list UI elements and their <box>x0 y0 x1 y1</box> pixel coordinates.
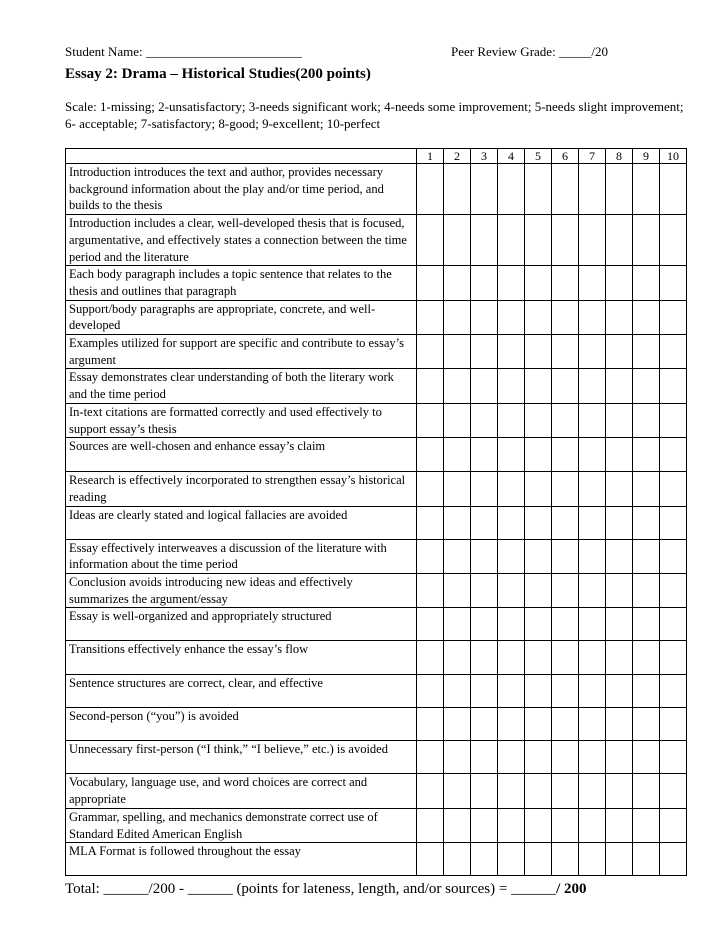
score-box-6[interactable] <box>552 574 579 608</box>
score-box-4[interactable] <box>498 843 525 876</box>
peer-review-grade-field[interactable]: Peer Review Grade: _____/20 <box>451 44 609 59</box>
score-box-6[interactable] <box>552 266 579 300</box>
score-box-2[interactable] <box>444 335 471 369</box>
score-box-1[interactable] <box>417 741 444 774</box>
score-box-5[interactable] <box>525 641 552 675</box>
score-box-9[interactable] <box>633 808 660 842</box>
criterion-text: Introduction includes a clear, well-developed thesis that is focused, argumentative, and effectively states a connection between the time period and the literature <box>66 215 417 266</box>
score-box-8[interactable] <box>606 608 633 641</box>
score-box-1[interactable] <box>417 438 444 472</box>
score-header: 10 <box>660 149 687 164</box>
score-box-3[interactable] <box>471 164 498 215</box>
score-box-2[interactable] <box>444 403 471 437</box>
table-row <box>66 472 687 506</box>
score-box-3[interactable] <box>471 472 498 506</box>
score-box-3[interactable] <box>471 403 498 437</box>
score-box-3[interactable] <box>471 335 498 369</box>
criterion-text: Unnecessary first-person (“I think,” “I believe,” etc.) is avoided <box>66 741 417 774</box>
score-header: 9 <box>633 149 660 164</box>
score-box-2[interactable] <box>444 300 471 334</box>
table-row <box>66 403 687 437</box>
score-box-10[interactable] <box>660 708 687 741</box>
score-box-4[interactable] <box>498 675 525 708</box>
score-box-1[interactable] <box>417 708 444 741</box>
score-box-5[interactable] <box>525 472 552 506</box>
score-box-7[interactable] <box>579 675 606 708</box>
student-header <box>65 44 685 60</box>
table-row <box>66 808 687 842</box>
total-label[interactable]: Total: ______/200 - ______ (points for lateness, length, and/or sources) = ______ <box>65 881 557 897</box>
score-box-7[interactable] <box>579 403 606 437</box>
score-box-4[interactable] <box>498 506 525 539</box>
score-box-7[interactable] <box>579 335 606 369</box>
score-box-1[interactable] <box>417 774 444 808</box>
score-box-2[interactable] <box>444 215 471 266</box>
criteria-header-cell <box>66 149 417 164</box>
score-box-7[interactable] <box>579 843 606 876</box>
score-box-3[interactable] <box>471 708 498 741</box>
score-box-9[interactable] <box>633 335 660 369</box>
score-box-3[interactable] <box>471 774 498 808</box>
total-line <box>65 881 587 898</box>
score-box-9[interactable] <box>633 741 660 774</box>
score-box-5[interactable] <box>525 708 552 741</box>
score-box-7[interactable] <box>579 574 606 608</box>
score-box-10[interactable] <box>660 506 687 539</box>
score-box-10[interactable] <box>660 641 687 675</box>
score-box-5[interactable] <box>525 574 552 608</box>
score-box-9[interactable] <box>633 708 660 741</box>
score-box-8[interactable] <box>606 215 633 266</box>
score-box-2[interactable] <box>444 369 471 403</box>
score-box-4[interactable] <box>498 164 525 215</box>
score-box-6[interactable] <box>552 843 579 876</box>
score-box-2[interactable] <box>444 675 471 708</box>
score-box-9[interactable] <box>633 539 660 573</box>
score-box-1[interactable] <box>417 215 444 266</box>
score-box-1[interactable] <box>417 506 444 539</box>
score-box-1[interactable] <box>417 300 444 334</box>
score-box-8[interactable] <box>606 438 633 472</box>
score-box-1[interactable] <box>417 266 444 300</box>
score-box-8[interactable] <box>606 300 633 334</box>
score-header: 8 <box>606 149 633 164</box>
score-box-3[interactable] <box>471 808 498 842</box>
table-row <box>66 369 687 403</box>
score-box-1[interactable] <box>417 164 444 215</box>
score-box-7[interactable] <box>579 808 606 842</box>
score-box-3[interactable] <box>471 539 498 573</box>
score-box-10[interactable] <box>660 608 687 641</box>
score-box-8[interactable] <box>606 675 633 708</box>
score-box-3[interactable] <box>471 641 498 675</box>
score-box-6[interactable] <box>552 741 579 774</box>
score-box-5[interactable] <box>525 741 552 774</box>
score-box-2[interactable] <box>444 741 471 774</box>
score-box-5[interactable] <box>525 438 552 472</box>
score-box-10[interactable] <box>660 369 687 403</box>
criterion-text: Research is effectively incorporated to strengthen essay’s historical reading <box>66 472 417 506</box>
criterion-text: Sources are well-chosen and enhance essay’s claim <box>66 438 417 472</box>
score-box-5[interactable] <box>525 774 552 808</box>
score-box-9[interactable] <box>633 369 660 403</box>
score-box-3[interactable] <box>471 266 498 300</box>
score-box-6[interactable] <box>552 164 579 215</box>
score-box-6[interactable] <box>552 608 579 641</box>
score-box-5[interactable] <box>525 608 552 641</box>
criterion-text: Transitions effectively enhance the essay’s flow <box>66 641 417 675</box>
score-header: 2 <box>444 149 471 164</box>
score-box-7[interactable] <box>579 774 606 808</box>
score-header-row <box>66 149 687 164</box>
score-box-8[interactable] <box>606 403 633 437</box>
criterion-text: Each body paragraph includes a topic sentence that relates to the thesis and outlines that paragraph <box>66 266 417 300</box>
score-box-1[interactable] <box>417 641 444 675</box>
score-box-5[interactable] <box>525 808 552 842</box>
score-box-3[interactable] <box>471 574 498 608</box>
score-box-4[interactable] <box>498 266 525 300</box>
student-name-field[interactable]: Student Name: ________________________ <box>65 44 302 59</box>
table-row <box>66 300 687 334</box>
score-box-9[interactable] <box>633 266 660 300</box>
score-box-9[interactable] <box>633 472 660 506</box>
table-row <box>66 843 687 876</box>
score-box-1[interactable] <box>417 675 444 708</box>
criterion-text: Essay is well-organized and appropriately structured <box>66 608 417 641</box>
score-box-6[interactable] <box>552 808 579 842</box>
score-box-2[interactable] <box>444 641 471 675</box>
score-box-7[interactable] <box>579 438 606 472</box>
score-box-7[interactable] <box>579 741 606 774</box>
score-box-10[interactable] <box>660 472 687 506</box>
score-header: 1 <box>417 149 444 164</box>
score-box-9[interactable] <box>633 675 660 708</box>
score-box-3[interactable] <box>471 608 498 641</box>
score-box-6[interactable] <box>552 774 579 808</box>
score-box-4[interactable] <box>498 608 525 641</box>
score-box-9[interactable] <box>633 215 660 266</box>
criterion-text: Second-person (“you”) is avoided <box>66 708 417 741</box>
score-box-7[interactable] <box>579 506 606 539</box>
criterion-text: MLA Format is followed throughout the essay <box>66 843 417 876</box>
score-box-5[interactable] <box>525 369 552 403</box>
score-box-2[interactable] <box>444 438 471 472</box>
score-header: 4 <box>498 149 525 164</box>
table-row <box>66 215 687 266</box>
score-box-1[interactable] <box>417 335 444 369</box>
score-box-7[interactable] <box>579 215 606 266</box>
score-box-9[interactable] <box>633 506 660 539</box>
score-box-6[interactable] <box>552 215 579 266</box>
table-row <box>66 164 687 215</box>
score-box-6[interactable] <box>552 539 579 573</box>
score-box-2[interactable] <box>444 708 471 741</box>
score-box-5[interactable] <box>525 335 552 369</box>
score-box-2[interactable] <box>444 608 471 641</box>
score-box-9[interactable] <box>633 164 660 215</box>
score-box-1[interactable] <box>417 808 444 842</box>
score-box-10[interactable] <box>660 774 687 808</box>
score-box-5[interactable] <box>525 539 552 573</box>
criterion-text: Introduction introduces the text and author, provides necessary background information about the play and/or time period, and builds to the thesis <box>66 164 417 215</box>
score-box-8[interactable] <box>606 774 633 808</box>
table-row <box>66 675 687 708</box>
score-box-6[interactable] <box>552 472 579 506</box>
total-max: / 200 <box>556 881 587 897</box>
score-box-7[interactable] <box>579 641 606 675</box>
criterion-text: Ideas are clearly stated and logical fallacies are avoided <box>66 506 417 539</box>
score-box-10[interactable] <box>660 266 687 300</box>
score-box-10[interactable] <box>660 808 687 842</box>
score-box-1[interactable] <box>417 574 444 608</box>
score-box-10[interactable] <box>660 215 687 266</box>
score-header: 7 <box>579 149 606 164</box>
score-box-8[interactable] <box>606 335 633 369</box>
table-row <box>66 708 687 741</box>
scale-description: Scale: 1-missing; 2-unsatisfactory; 3-needs significant work; 4-needs some improvement; 5-needs slight improvement; 6- acceptable; 7-satisfactory; 8-good; 9-excellent; 10-perfect <box>65 99 684 131</box>
score-box-10[interactable] <box>660 403 687 437</box>
score-box-7[interactable] <box>579 708 606 741</box>
score-box-10[interactable] <box>660 539 687 573</box>
score-box-8[interactable] <box>606 741 633 774</box>
score-box-1[interactable] <box>417 403 444 437</box>
score-box-2[interactable] <box>444 164 471 215</box>
score-box-8[interactable] <box>606 574 633 608</box>
score-box-7[interactable] <box>579 164 606 215</box>
score-box-2[interactable] <box>444 574 471 608</box>
table-row <box>66 608 687 641</box>
score-box-3[interactable] <box>471 843 498 876</box>
score-box-2[interactable] <box>444 472 471 506</box>
score-box-1[interactable] <box>417 539 444 573</box>
score-box-8[interactable] <box>606 641 633 675</box>
score-box-10[interactable] <box>660 741 687 774</box>
score-box-3[interactable] <box>471 741 498 774</box>
score-box-5[interactable] <box>525 164 552 215</box>
score-box-4[interactable] <box>498 741 525 774</box>
score-box-3[interactable] <box>471 675 498 708</box>
table-row <box>66 574 687 608</box>
score-box-4[interactable] <box>498 808 525 842</box>
criterion-text: Vocabulary, language use, and word choices are correct and appropriate <box>66 774 417 808</box>
score-box-1[interactable] <box>417 843 444 876</box>
score-box-4[interactable] <box>498 472 525 506</box>
score-header: 5 <box>525 149 552 164</box>
score-box-3[interactable] <box>471 215 498 266</box>
score-box-10[interactable] <box>660 438 687 472</box>
table-row <box>66 741 687 774</box>
rubric-table <box>65 148 687 876</box>
score-box-4[interactable] <box>498 438 525 472</box>
score-box-7[interactable] <box>579 369 606 403</box>
score-box-7[interactable] <box>579 608 606 641</box>
score-box-6[interactable] <box>552 335 579 369</box>
score-box-7[interactable] <box>579 300 606 334</box>
criterion-text: Essay demonstrates clear understanding of both the literary work and the time period <box>66 369 417 403</box>
score-box-1[interactable] <box>417 369 444 403</box>
score-header: 6 <box>552 149 579 164</box>
score-box-2[interactable] <box>444 539 471 573</box>
score-box-4[interactable] <box>498 215 525 266</box>
criterion-text: Grammar, spelling, and mechanics demonstrate correct use of Standard Edited American English <box>66 808 417 842</box>
score-box-6[interactable] <box>552 675 579 708</box>
score-box-4[interactable] <box>498 335 525 369</box>
criterion-text: Essay effectively interweaves a discussion of the literature with information about the time period <box>66 539 417 573</box>
score-box-5[interactable] <box>525 403 552 437</box>
score-box-1[interactable] <box>417 472 444 506</box>
score-box-5[interactable] <box>525 675 552 708</box>
score-box-2[interactable] <box>444 808 471 842</box>
score-box-10[interactable] <box>660 335 687 369</box>
score-box-2[interactable] <box>444 774 471 808</box>
score-box-6[interactable] <box>552 438 579 472</box>
table-row <box>66 335 687 369</box>
score-box-4[interactable] <box>498 708 525 741</box>
score-box-10[interactable] <box>660 164 687 215</box>
score-box-7[interactable] <box>579 539 606 573</box>
table-row <box>66 506 687 539</box>
score-box-8[interactable] <box>606 164 633 215</box>
score-box-4[interactable] <box>498 641 525 675</box>
score-box-7[interactable] <box>579 266 606 300</box>
criterion-text: Conclusion avoids introducing new ideas and effectively summarizes the argument/essay <box>66 574 417 608</box>
score-box-4[interactable] <box>498 403 525 437</box>
score-box-4[interactable] <box>498 300 525 334</box>
table-row <box>66 539 687 573</box>
score-box-9[interactable] <box>633 843 660 876</box>
score-box-5[interactable] <box>525 843 552 876</box>
score-box-4[interactable] <box>498 539 525 573</box>
score-box-4[interactable] <box>498 774 525 808</box>
score-box-8[interactable] <box>606 266 633 300</box>
score-box-9[interactable] <box>633 403 660 437</box>
score-box-10[interactable] <box>660 300 687 334</box>
criterion-text: Examples utilized for support are specific and contribute to essay’s argument <box>66 335 417 369</box>
criterion-text: In-text citations are formatted correctly and used effectively to support essay’s thesis <box>66 403 417 437</box>
score-box-10[interactable] <box>660 843 687 876</box>
score-box-8[interactable] <box>606 369 633 403</box>
score-box-2[interactable] <box>444 843 471 876</box>
score-box-5[interactable] <box>525 266 552 300</box>
table-row <box>66 438 687 472</box>
score-box-6[interactable] <box>552 506 579 539</box>
score-box-8[interactable] <box>606 808 633 842</box>
score-box-5[interactable] <box>525 300 552 334</box>
score-box-9[interactable] <box>633 608 660 641</box>
score-box-3[interactable] <box>471 369 498 403</box>
score-box-9[interactable] <box>633 774 660 808</box>
score-box-9[interactable] <box>633 574 660 608</box>
criterion-text: Sentence structures are correct, clear, and effective <box>66 675 417 708</box>
score-box-3[interactable] <box>471 506 498 539</box>
score-box-10[interactable] <box>660 675 687 708</box>
score-box-9[interactable] <box>633 641 660 675</box>
score-box-8[interactable] <box>606 708 633 741</box>
page-title: Essay 2: Drama – Historical Studies(200 points) <box>65 66 371 82</box>
score-box-9[interactable] <box>633 300 660 334</box>
score-box-8[interactable] <box>606 539 633 573</box>
score-box-4[interactable] <box>498 574 525 608</box>
score-box-3[interactable] <box>471 300 498 334</box>
score-box-6[interactable] <box>552 641 579 675</box>
score-box-6[interactable] <box>552 369 579 403</box>
score-box-4[interactable] <box>498 369 525 403</box>
score-box-2[interactable] <box>444 266 471 300</box>
score-box-3[interactable] <box>471 438 498 472</box>
criterion-text: Support/body paragraphs are appropriate, concrete, and well-developed <box>66 300 417 334</box>
score-box-2[interactable] <box>444 506 471 539</box>
score-box-8[interactable] <box>606 472 633 506</box>
score-box-9[interactable] <box>633 438 660 472</box>
score-header: 3 <box>471 149 498 164</box>
score-box-6[interactable] <box>552 403 579 437</box>
score-box-8[interactable] <box>606 843 633 876</box>
score-box-10[interactable] <box>660 574 687 608</box>
score-box-5[interactable] <box>525 215 552 266</box>
table-row <box>66 774 687 808</box>
score-box-6[interactable] <box>552 300 579 334</box>
score-box-5[interactable] <box>525 506 552 539</box>
score-box-8[interactable] <box>606 506 633 539</box>
score-box-1[interactable] <box>417 608 444 641</box>
table-row <box>66 641 687 675</box>
table-row <box>66 266 687 300</box>
score-box-6[interactable] <box>552 708 579 741</box>
score-box-7[interactable] <box>579 472 606 506</box>
